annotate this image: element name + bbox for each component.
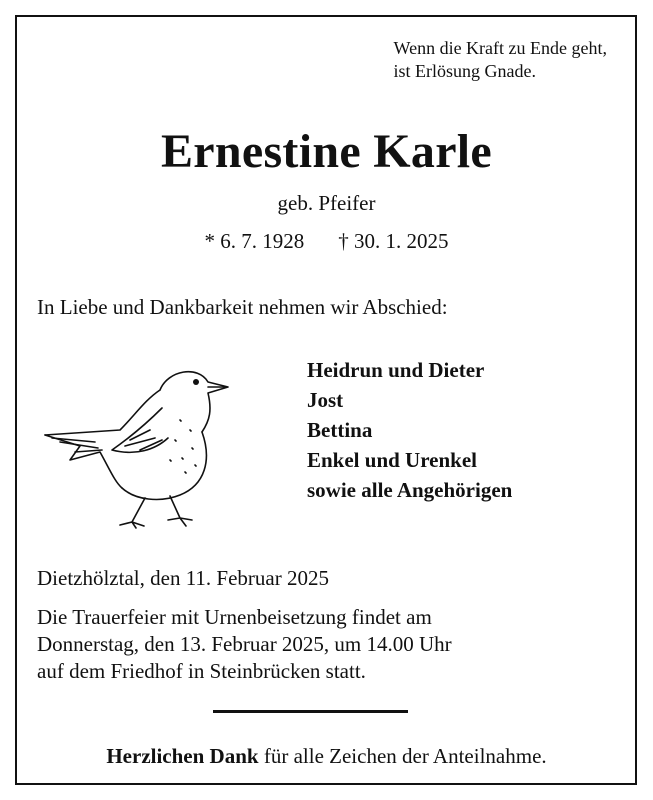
deceased-name: Ernestine Karle (160, 125, 493, 178)
mourner-2: Jost (307, 388, 344, 412)
birth-date: * 6. 7. 1928 (204, 229, 305, 253)
ceremony-info (37, 604, 452, 685)
maiden-name: geb. Pfeifer (277, 191, 376, 215)
farewell-intro: In Liebe und Dankbarkeit nehmen wir Abschied: (37, 295, 448, 319)
ceremony-line-1: Die Trauerfeier mit Urnenbeisetzung findet am (37, 605, 432, 629)
mourners-list (307, 355, 512, 505)
robin-bird-icon (40, 360, 240, 535)
thanks-rest: für alle Zeichen der Anteilnahme. (258, 744, 547, 768)
thanks-line (0, 744, 653, 769)
ceremony-line-3: auf dem Friedhof in Steinbrücken statt. (37, 659, 366, 683)
mourner-5: sowie alle Angehörigen (307, 478, 513, 502)
ceremony-line-2: Donnerstag, den 13. Februar 2025, um 14.00 Uhr (37, 632, 452, 656)
mourner-1: Heidrun und Dieter (307, 358, 485, 382)
motto-line-2: ist Erlösung Gnade. (393, 61, 537, 81)
thanks-bold: Herzlichen Dank (106, 744, 259, 768)
motto (394, 37, 607, 83)
divider (213, 710, 408, 713)
mourner-4: Enkel und Urenkel (307, 448, 477, 472)
life-dates (0, 229, 653, 254)
place-date: Dietzhölztal, den 11. Februar 2025 (37, 566, 329, 590)
death-date: † 30. 1. 2025 (338, 229, 449, 253)
mourner-3: Bettina (307, 418, 373, 442)
motto-line-1: Wenn die Kraft zu Ende geht, (393, 38, 607, 58)
